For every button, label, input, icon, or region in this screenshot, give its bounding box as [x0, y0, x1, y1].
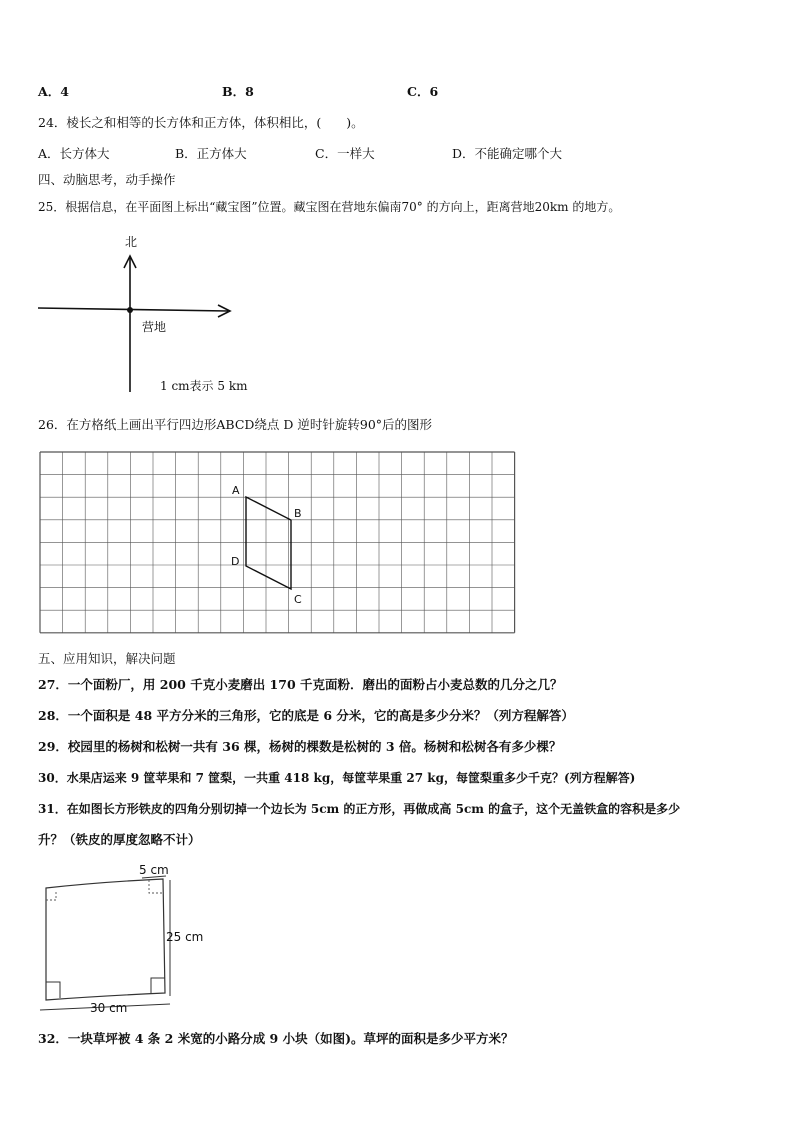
dim-label-25cm: 25 cm: [166, 930, 204, 944]
north-label: 北: [125, 235, 138, 249]
vertex-a-label: A: [232, 484, 240, 497]
q25-stem: 25．根据信息，在平面图上标出“藏宝图”位置。藏宝图在营地东偏南70° 的方向上，距离营地20km 的地方。: [38, 200, 621, 214]
camp-label: 营地: [142, 320, 167, 334]
corner-square-bl: [46, 982, 60, 998]
q23-option-b: B．8: [222, 84, 254, 99]
dim-label-5cm: 5 cm: [139, 863, 169, 877]
corner-square-br: [151, 978, 165, 994]
section-4-heading: 四、动脑思考，动手操作: [38, 172, 176, 187]
scale-label: 1 cm表示 5 km: [160, 379, 248, 393]
q27-text: 27．一个面粉厂，用 200 千克小麦磨出 170 千克面粉．磨出的面粉占小麦总数的几分之几？: [38, 677, 563, 692]
q28-text: 28．一个面积是 48 平方分米的三角形，它的底是 6 分米，它的高是多少分米？（列方程解答）: [38, 708, 574, 723]
q31-line-1: 31．在如图长方形铁皮的四角分别切掉一个边长为 5cm 的正方形，再做成高 5cm 的盒子，这个无盖铁盒的容积是多少: [38, 802, 681, 816]
section-5-heading: 五、应用知识，解决问题: [38, 651, 176, 666]
q23-option-c: C．6: [407, 84, 439, 99]
q24-option-b: B．正方体大: [175, 146, 247, 161]
q24-option-d: D．不能确定哪个大: [452, 146, 563, 161]
q29-text: 29．校园里的杨树和松树一共有 36 棵，杨树的棵数是松树的 3 倍。杨树和松树各有多少棵？: [38, 739, 562, 754]
vertex-b-label: B: [294, 507, 302, 520]
q30-text: 30．水果店运来 9 筐苹果和 7 筐梨，一共重 418 kg，每筐苹果重 27 kg，每筐梨重多少千克？(列方程解答): [38, 771, 636, 785]
q24-option-a: A．长方体大: [38, 146, 110, 161]
q31-line-2: 升？（铁皮的厚度忽略不计）: [38, 832, 201, 847]
q26-stem: 26．在方格纸上画出平行四边形ABCD绕点 D 逆时针旋转90°后的图形: [38, 417, 433, 432]
rectangle-sheet: [46, 879, 165, 1000]
corner-square-tl: [46, 890, 56, 900]
q23-option-a: A．4: [38, 84, 69, 99]
dim-label-30cm: 30 cm: [90, 1001, 128, 1015]
q24-option-c: C．一样大: [315, 146, 375, 161]
q32-text: 32．一块草坪被 4 条 2 米宽的小路分成 9 小块（如图)。草坪的面积是多少平方米？: [38, 1031, 514, 1046]
vertex-d-label: D: [231, 555, 240, 568]
vertex-c-label: C: [294, 593, 302, 606]
q24-stem: 24．棱长之和相等的长方体和正方体，体积相比，( )。: [38, 115, 364, 130]
corner-square-tr: [149, 880, 163, 893]
